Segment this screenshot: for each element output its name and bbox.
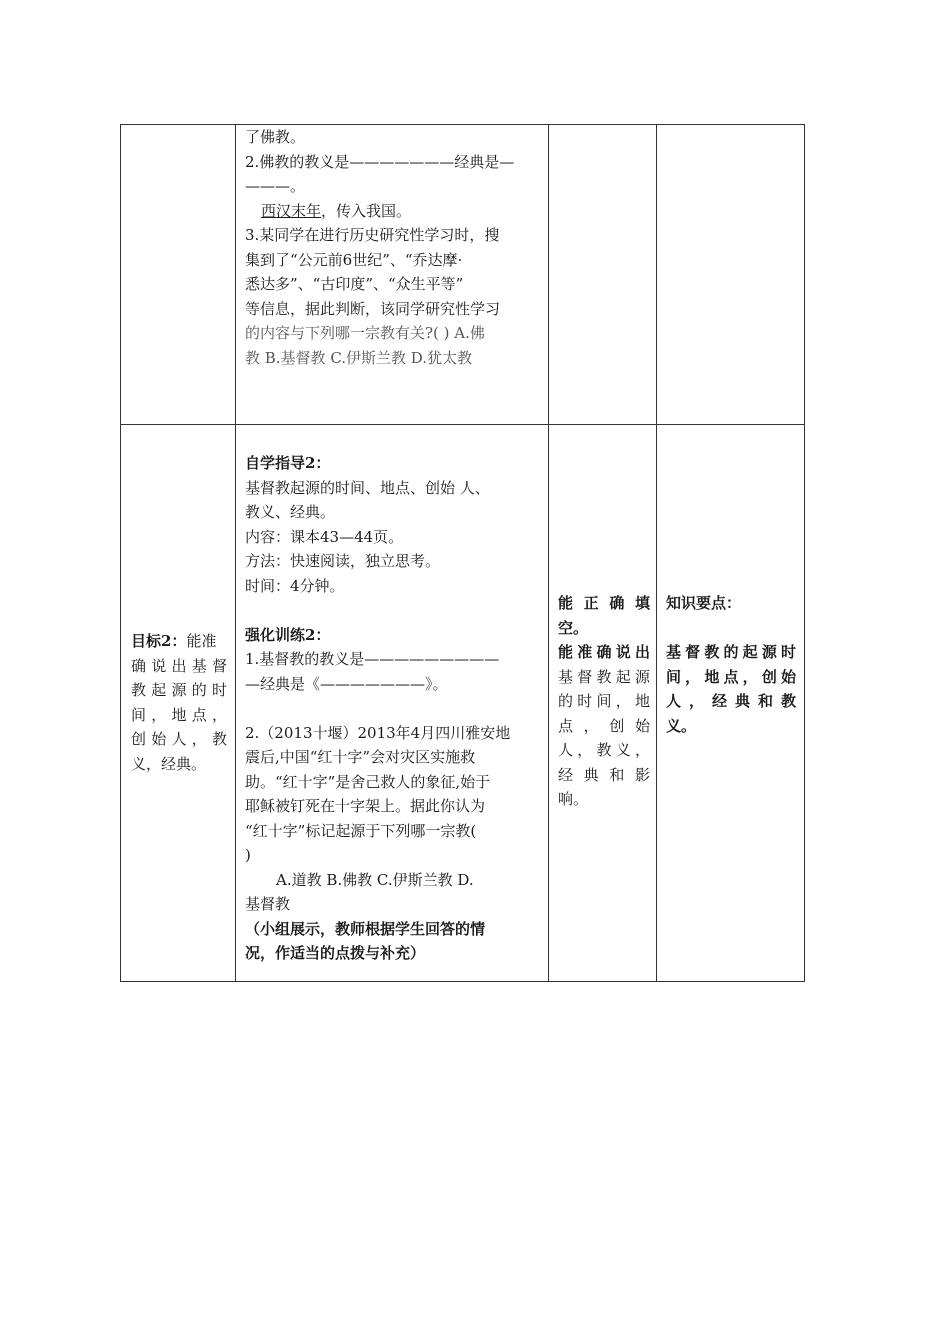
question-line: “红十字”标记起源于下列哪一宗教(	[245, 821, 477, 840]
guide-line: 时间：4分钟。	[245, 576, 345, 595]
guide-line: 内容：课本43—44页。	[245, 527, 404, 546]
standard-line: 响。	[558, 790, 589, 808]
row1-notes-cell	[656, 124, 805, 425]
options-line: A.道教 B.佛教 C.伊斯兰教 D.	[276, 870, 474, 889]
notes-title: 知识要点：	[666, 594, 742, 612]
goal-line: 确说出基督	[131, 656, 227, 675]
goal-line: 义，经典。	[131, 754, 207, 773]
line: 悉达多”、“古印度”、“众生平等”	[245, 275, 464, 293]
standard-line: 经典和影	[558, 765, 650, 784]
line: ———。	[245, 177, 306, 195]
options-line: 基督教	[245, 895, 291, 913]
question-3: 3.某同学在进行历史研究性学习时，搜	[245, 226, 500, 244]
standard-line: 的时间，地	[558, 692, 650, 710]
train-line: —经典是《———————》。	[245, 674, 448, 693]
goal-label: 目标2：	[131, 632, 187, 650]
line-text: ，传入我国。	[321, 201, 412, 220]
guide-line: 方法：快速阅读，独立思考。	[245, 552, 441, 570]
underlined-answer: 西汉末年	[261, 201, 322, 220]
goal-line	[131, 629, 227, 654]
goal-line: 教起源的时	[131, 681, 227, 699]
notes-line: 人，经典和教	[666, 692, 796, 710]
question-line: )	[245, 846, 251, 864]
train-line: 1.基督教的教义是—————————	[245, 650, 500, 668]
standard-line: 人，教义，	[558, 741, 650, 759]
guide-title: 自学指导2：	[245, 454, 331, 472]
options-line: 教 B.基督教 C.伊斯兰教 D.犹太教	[245, 348, 473, 367]
goal-line: 创始人，教	[131, 730, 227, 748]
notes-line: 基督教的起源时	[666, 643, 796, 661]
row1-goal-cell	[120, 124, 236, 425]
note-line: 况，作适当的点拨与补充）	[245, 944, 426, 962]
notes-line: 义。	[666, 716, 697, 735]
line: 的内容与下列哪一宗教有关?( ) A.佛	[245, 324, 485, 342]
question-line: 助。“红十字”是舍己救人的象征,始于	[245, 772, 491, 791]
guide-line: 教义、经典。	[245, 503, 336, 521]
question-line: 震后,中国“红十字”会对灾区实施救	[245, 748, 476, 766]
line: 集到了“公元前6世纪”、“乔达摩·	[245, 250, 463, 269]
question-line: 2.（2013十堰）2013年4月四川雅安地	[245, 723, 511, 742]
note-line: （小组展示，教师根据学生回答的情	[245, 919, 486, 938]
row2-goal-cell	[120, 424, 236, 982]
row2-content-cell	[235, 424, 549, 982]
row1-standard-cell	[548, 124, 657, 425]
notes-line: 间，地点，创始	[666, 667, 796, 686]
line: 了佛教。	[245, 128, 306, 146]
row1-content-cell	[235, 124, 549, 425]
standard-line: 能正确填	[558, 594, 650, 612]
standard-line: 点，创始	[558, 716, 650, 735]
goal-line: 间，地点，	[131, 705, 227, 724]
standard-line: 能准确说出	[558, 643, 650, 661]
question-1: 2.佛教的教义是———————经典是—	[245, 152, 515, 171]
row2-standard-cell	[548, 424, 657, 982]
standard-line: 空。	[558, 618, 589, 637]
goal-text: 能准	[186, 632, 217, 650]
line: 等信息，据此判断，该同学研究性学习	[245, 299, 501, 318]
question-line: 耶稣被钉死在十字架上。据此你认为	[245, 797, 486, 815]
line	[245, 199, 540, 224]
train-title: 强化训练2：	[245, 625, 331, 644]
row2-notes-cell	[656, 424, 805, 982]
standard-line: 基督教起源	[558, 667, 650, 686]
lesson-table	[120, 124, 805, 982]
guide-line: 基督教起源的时间、地点、创始 人、	[245, 478, 490, 497]
